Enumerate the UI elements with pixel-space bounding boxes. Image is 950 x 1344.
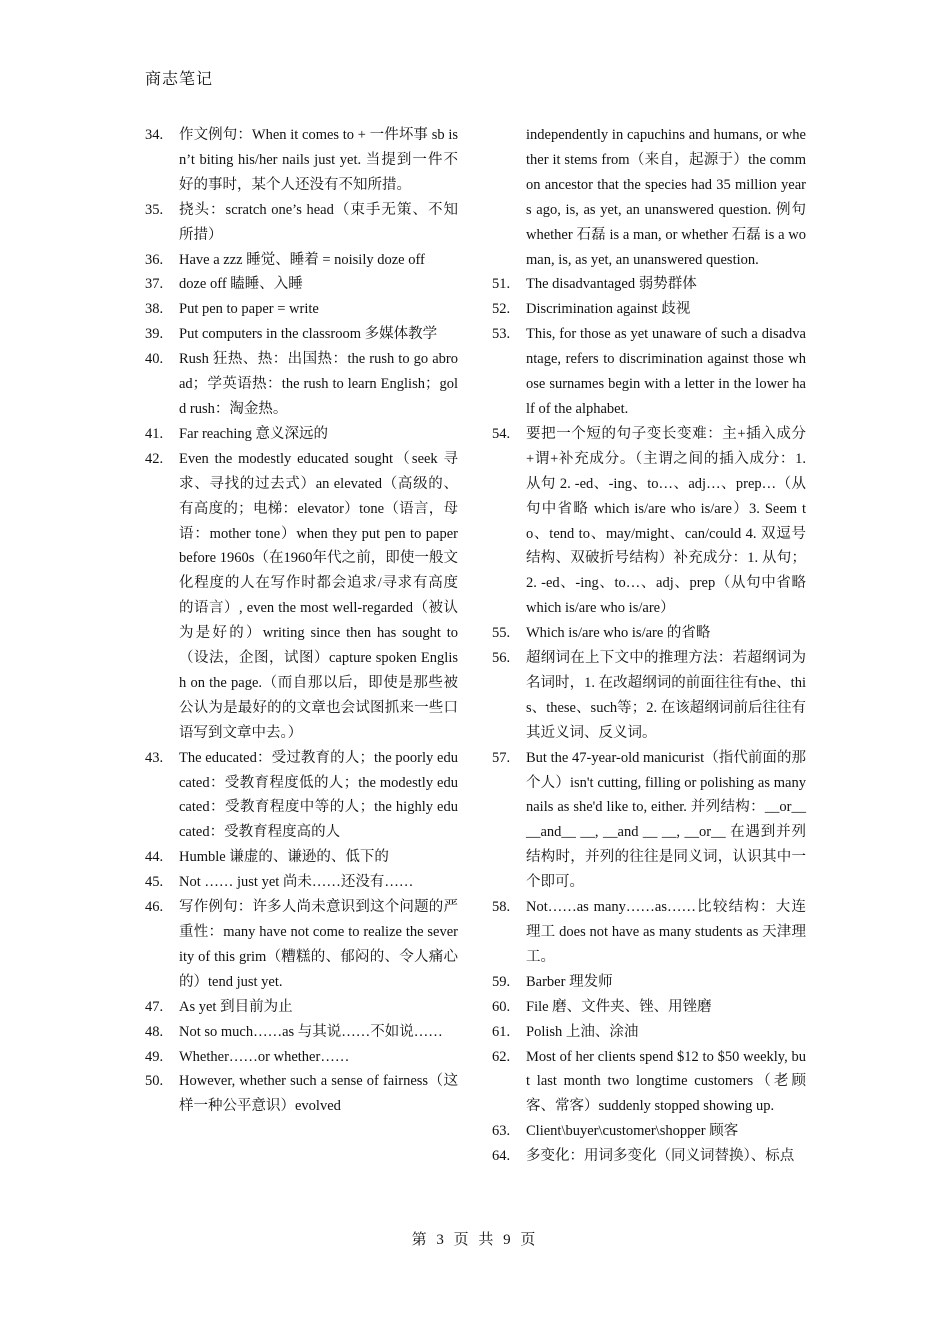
item-number: 55. [492,625,511,642]
item-number: 57. [492,749,511,766]
item-number: 61. [492,1023,511,1040]
list-item [145,123,458,198]
item-text: Even the modestly educated sought（seek 寻求、寻找的过去式）an elevated（高级的、有高度的；电梯：elevator）tone（语言，母语：mother tone）when they put pen to paper before 1960s（在1960年代之前，即使一般文化程度的人在写作时都会追求/寻求有高度的语言）, even the most well-regarded（被认为是好的）writing since then has sought to（设法，企图，试图）capture spoken English on the page.（而自那以后，即使是那些被公认为是最好的的文章也会试图抓来一些口语写到文章中去。） [179,450,458,741]
item-number: 58. [492,899,511,916]
list-item [145,1069,458,1119]
list-item [145,248,458,273]
item-text: Barber 理发师 [526,973,613,990]
item-number: 49. [145,1048,164,1065]
item-number: 45. [145,874,164,891]
right-column [492,123,806,1169]
item-text: 多变化：用词多变化（同义词替换）、标点 [526,1148,795,1165]
item-text: Not …… just yet 尚未……还没有…… [179,874,414,891]
item-number: 37. [145,276,164,293]
item-number: 40. [145,351,164,368]
item-text: But the 47-year-old manicurist（指代前面的那个人）isn't cutting, filling or polishing as many nails as she'd like to, either. 并列结构：__or__ __and__ __, __and __ __, __or__ 在遇到并列结构时，并列的往往是同义词，认识其中一个即可。 [526,749,806,891]
item-number: 63. [492,1123,511,1140]
item-text: Not so much……as 与其说……不如说…… [179,1023,443,1040]
list-item [145,1045,458,1070]
document-header: 商志笔记 [145,71,214,88]
item-text: Whether……or whether…… [179,1048,350,1065]
item-text: Far reaching 意义深远的 [179,425,328,442]
list-item [145,1020,458,1045]
item-number: 44. [145,849,164,866]
list-item [492,1020,806,1045]
list-item [145,447,458,746]
list-item [145,322,458,347]
item-text: Rush 狂热、热：出国热：the rush to go abroad；学英语热：the rush to learn English；gold rush：淘金热。 [179,351,458,417]
item-number: 35. [145,201,164,218]
list-item [492,297,806,322]
list-item [145,845,458,870]
item-text: File 磨、文件夹、锉、用锉磨 [526,998,712,1015]
item-number: 52. [492,301,511,318]
list-item [145,995,458,1020]
list-item [145,297,458,322]
list-item [492,1144,806,1169]
item-number: 48. [145,1023,164,1040]
item-text: 挠头：scratch one’s head（束手无策、不知所措） [179,201,458,243]
item-text: Put computers in the classroom 多媒体教学 [179,326,438,343]
item-text: Humble 谦虚的、谦逊的、低下的 [179,849,389,866]
item-text: doze off 瞌睡、入睡 [179,276,303,293]
page-footer: 第 3 页 共 9 页 [411,1232,539,1248]
list-item [492,422,806,621]
item-number: 50. [145,1073,164,1090]
list-item [492,995,806,1020]
item-number: 62. [492,1048,511,1065]
item-number: 53. [492,326,511,343]
list-item [492,895,806,970]
list-item [145,895,458,995]
item-text: The disadvantaged 弱势群体 [526,276,697,293]
item-number: 34. [145,127,164,143]
item-number: 39. [145,326,164,343]
list-item [145,870,458,895]
item-text: Not……as many……as……比较结构：大连理工 does not have as many students as 天津理工。 [526,899,806,965]
item-number: 54. [492,425,511,442]
item-text: Discrimination against 歧视 [526,301,691,318]
item-number: 56. [492,650,511,667]
item-text: The educated：受过教育的人；the poorly educated：受教育程度低的人；the modestly educated：受教育程度中等的人；the highly educated：受教育程度高的人 [179,749,458,841]
list-item [145,198,458,248]
item-text: This, for those as yet unaware of such a disadvantage, refers to discrimination against those whose surnames begin with a letter in the lower half of the alphabet. [526,326,806,417]
item-number: 60. [492,998,511,1015]
item-number: 46. [145,899,164,916]
item-number: 42. [145,450,164,467]
item-text: 超纲词在上下文中的推理方法：若超纲词为名词时，1. 在改超纲词的前面往往有the、this、these、such等；2. 在该超纲词前后往往有其近义词、反义词。 [526,650,806,741]
left-column [145,123,458,1119]
list-item [492,646,806,746]
item-text: Which is/are who is/are 的省略 [526,625,711,642]
list-item [492,1045,806,1120]
item-number: 43. [145,749,164,766]
list-item [145,422,458,447]
item-number: 64. [492,1148,511,1165]
item-text: Have a zzz 睡觉、睡着 = noisily doze off [179,251,425,268]
item-text: Polish 上油、涂油 [526,1023,639,1040]
list-item [145,272,458,297]
item-text: Client\buyer\customer\shopper 顾客 [526,1123,739,1140]
list-item [492,746,806,895]
list-item [492,621,806,646]
item-text: As yet 到目前为止 [179,998,293,1015]
item-text: 作文例句：When it comes to + 一件坏事 sb isn’t biting his/her nails just yet. 当提到一件不好的事时，某个人还没有不知所措。 [179,127,458,193]
list-item [145,347,458,422]
item-number: 47. [145,998,164,1015]
list-item [492,322,806,422]
continuation-text: independently in capuchins and humans, or whether it stems from（来自，起源于）the common ancestor that the species had 35 million years ago, is, as yet, an unanswered question. 例句 whether 石磊 is a man, or whether 石磊 is a woman, is, as yet, an unanswered question. [526,127,806,268]
item-number: 59. [492,973,511,990]
item-text: Put pen to paper = write [179,301,319,318]
item-number: 38. [145,301,164,318]
item-number: 51. [492,276,511,293]
list-item [492,272,806,297]
item-text: 写作例句：许多人尚未意识到这个问题的严重性：many have not come to realize the severity of this grim（糟糕的、郁闷的、令人痛心的）tend just yet. [179,899,458,990]
list-item [145,746,458,846]
list-item [492,970,806,995]
item-text: However, whether such a sense of fairness（这样一种公平意识）evolved [179,1073,458,1115]
item-number: 41. [145,425,164,442]
list-item [492,1119,806,1144]
item-text: Most of her clients spend $12 to $50 weekly, but last month two longtime customers（老顾客、常客）suddenly stopped showing up. [526,1048,806,1115]
item-text: 要把一个短的句子变长变难：主+插入成分+谓+补充成分。（主谓之间的插入成分：1. 从句 2. -ed、-ing、to…、adj…、prep…（从句中省略 which is/are who is/are）3. Seem to、tend to、may/might、can/could 4. 双逗号结构、双破折号结构）补充成分：1. 从句；2. -ed、-ing、to…、adj、prep（从句中省略 which is/are who is/are） [526,425,806,617]
item-number: 36. [145,251,164,268]
